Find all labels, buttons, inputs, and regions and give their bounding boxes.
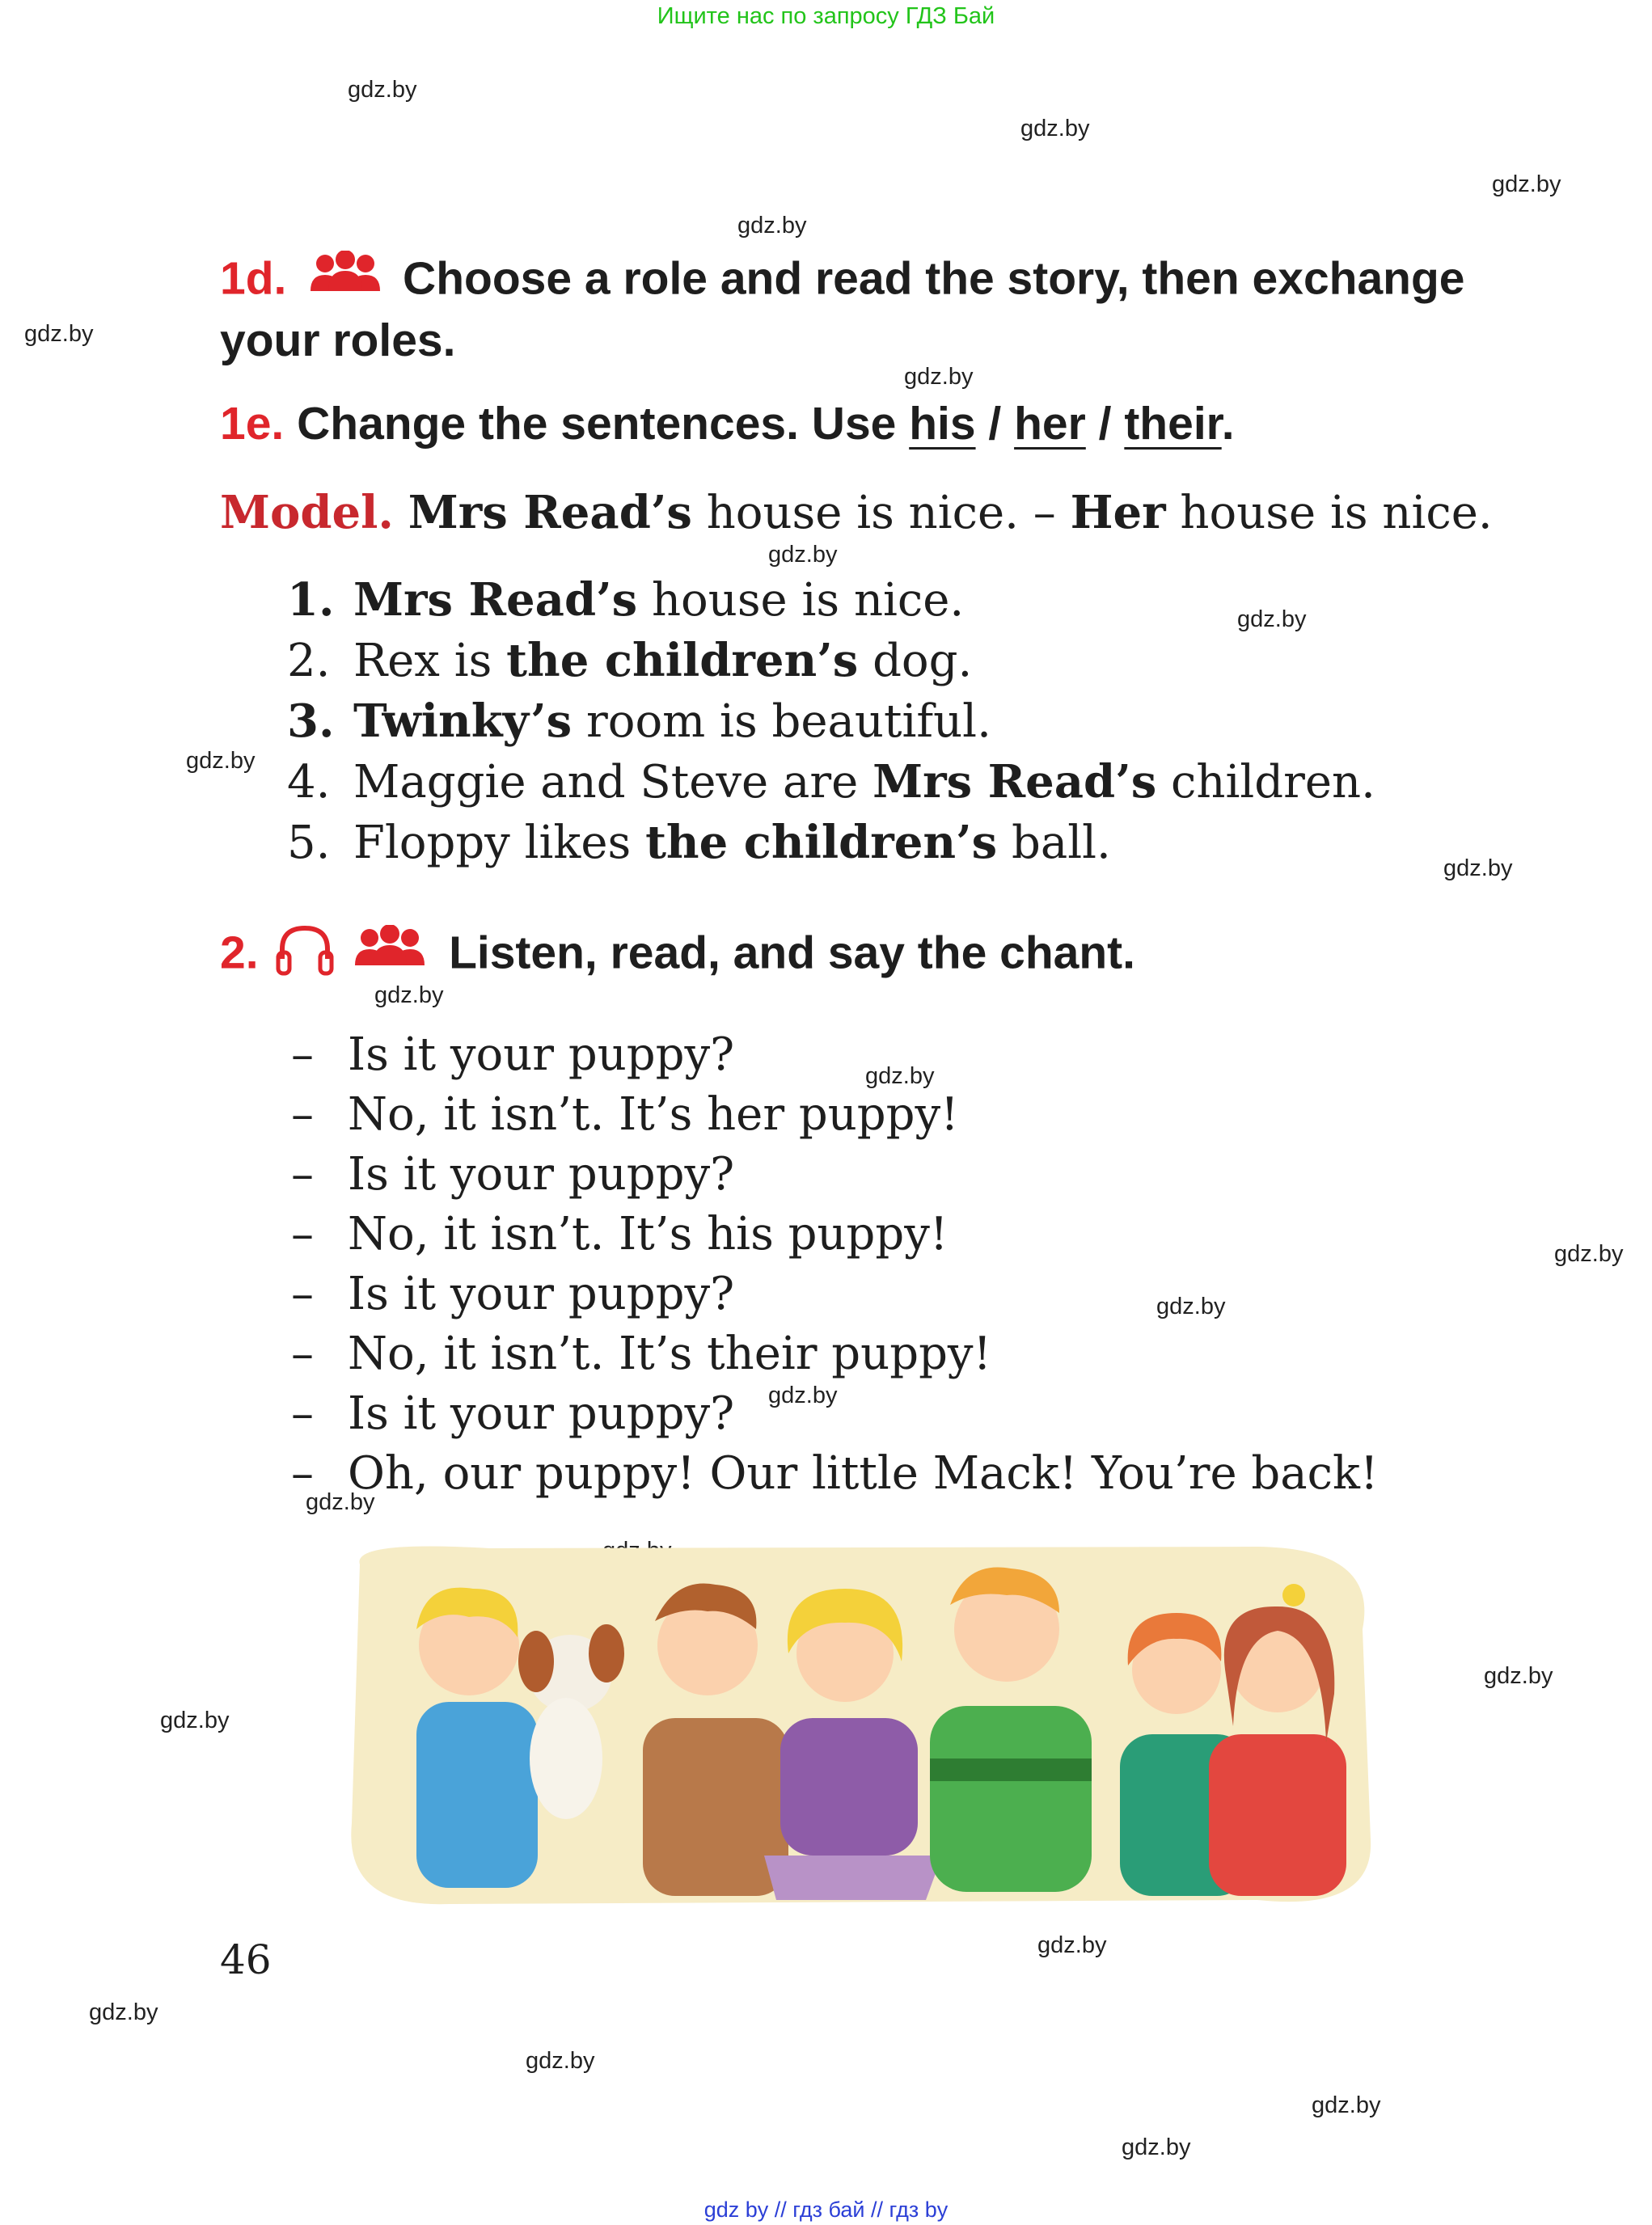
chant-line [291, 1205, 1378, 1264]
exercise-number: 2. [220, 927, 259, 979]
watermark: gdz.by [89, 1999, 158, 2025]
item-text: children. [1171, 756, 1375, 809]
item-text: room is beautiful. [585, 695, 991, 748]
model-subject: Mrs Read’s [408, 486, 692, 539]
chant-text: Is it your puppy? [348, 1387, 735, 1440]
exercise-number: 1e. [220, 398, 285, 450]
watermark: gdz.by [306, 1489, 375, 1515]
exercise-1d-text-2: your roles. [220, 315, 456, 366]
item-bold: the children’s [506, 634, 859, 687]
exercise-1d-text: Choose a role and read the story, then exchange [403, 252, 1465, 305]
chant-text: Oh, our puppy! Our little Mack! You’re back! [348, 1447, 1379, 1500]
chant-text: No, it isn’t. It’s her puppy! [348, 1088, 959, 1141]
item-bold: the children’s [645, 816, 998, 869]
page-number: 46 [220, 1936, 272, 1983]
watermark: gdz.by [768, 1383, 838, 1408]
chant-line [291, 1384, 1378, 1444]
exercise-1e [220, 396, 1235, 451]
sentences-list [287, 570, 1375, 873]
dash: – [291, 1328, 314, 1380]
list-item [287, 752, 1375, 813]
item-text: Maggie and Steve are [353, 756, 859, 809]
watermark: gdz.by [904, 364, 974, 390]
top-banner[interactable]: Ищите нас по запросу ГДЗ Бай [657, 3, 995, 29]
item-bold: Mrs Read’s [872, 755, 1157, 809]
chant-text: No, it isn’t. It’s his puppy! [348, 1208, 949, 1260]
word-his: his [909, 398, 976, 450]
dash: – [291, 1148, 314, 1201]
bottom-links[interactable]: gdz by // гдз бай // гдз by [703, 2198, 949, 2222]
watermark: gdz.by [1312, 2092, 1381, 2118]
item-text: Rex is [353, 635, 492, 687]
item-text: ball. [1011, 817, 1111, 869]
model-pronoun: Her [1070, 486, 1166, 539]
model-sentence [220, 483, 1493, 543]
chant-list [291, 1025, 1378, 1504]
watermark: gdz.by [1020, 116, 1090, 141]
chant-line [291, 1264, 1378, 1324]
watermark: gdz.by [737, 213, 807, 239]
word-their: their [1124, 398, 1222, 450]
model-text: house is nice. – [706, 487, 1056, 539]
watermark: gdz.by [768, 542, 838, 568]
dash: – [291, 1387, 314, 1440]
item-number: 1. [287, 573, 335, 627]
list-item [287, 631, 1375, 691]
item-number: 3. [287, 695, 335, 748]
period: . [1221, 398, 1235, 450]
slash: / [988, 398, 1002, 450]
exercise-number: 1d. [220, 252, 287, 305]
chant-line [291, 1025, 1378, 1085]
dash: – [291, 1088, 314, 1141]
watermark: gdz.by [348, 77, 417, 103]
headphones-icon [276, 923, 334, 989]
watermark: gdz.by [1443, 855, 1513, 881]
dash: – [291, 1447, 314, 1500]
dash: – [291, 1208, 314, 1260]
watermark: gdz.by [1237, 606, 1307, 632]
item-number: 2. [287, 635, 331, 687]
word-her: her [1014, 398, 1086, 450]
dash: – [291, 1028, 314, 1081]
chant-text: No, it isn’t. It’s their puppy! [348, 1328, 992, 1380]
exercise-2-text: Listen, read, and say the chant. [449, 927, 1135, 979]
model-label: Model. [220, 486, 394, 539]
slash: / [1098, 398, 1112, 450]
exercise-1d [220, 251, 1530, 368]
item-bold: Twinky’s [353, 695, 572, 748]
watermark: gdz.by [160, 1708, 230, 1733]
group-icon [309, 251, 382, 313]
chant-line [291, 1145, 1378, 1205]
item-text: dog. [872, 635, 973, 687]
chant-text: Is it your puppy? [348, 1268, 735, 1320]
group-icon [353, 925, 426, 987]
watermark: gdz.by [526, 2048, 595, 2074]
item-text: Floppy likes [353, 817, 632, 869]
watermark: gdz.by [1156, 1294, 1226, 1319]
dash: – [291, 1268, 314, 1320]
watermark: gdz.by [1554, 1241, 1624, 1267]
item-number: 4. [287, 756, 331, 809]
children-illustration [327, 1532, 1395, 1920]
watermark: gdz.by [374, 982, 444, 1008]
exercise-1e-text: Change the sentences. Use [297, 398, 897, 450]
chant-line [291, 1324, 1378, 1384]
item-text: house is nice. [651, 574, 965, 627]
watermark: gdz.by [1122, 2134, 1191, 2160]
watermark: gdz.by [865, 1063, 935, 1089]
watermark: gdz.by [1492, 171, 1561, 197]
chant-text: Is it your puppy? [348, 1148, 735, 1201]
watermark: gdz.by [1484, 1663, 1553, 1689]
list-item [287, 570, 1375, 631]
list-item [287, 691, 1375, 752]
chant-line [291, 1444, 1378, 1504]
item-number: 5. [287, 817, 331, 869]
watermark: gdz.by [1037, 1932, 1107, 1958]
exercise-2 [220, 923, 1135, 989]
model-text-2: house is nice. [1180, 487, 1493, 539]
watermark: gdz.by [24, 321, 94, 347]
watermark: gdz.by [186, 748, 256, 774]
list-item [287, 813, 1375, 873]
item-bold: Mrs Read’s [353, 573, 638, 627]
chant-line [291, 1085, 1378, 1145]
chant-text: Is it your puppy? [348, 1028, 735, 1081]
